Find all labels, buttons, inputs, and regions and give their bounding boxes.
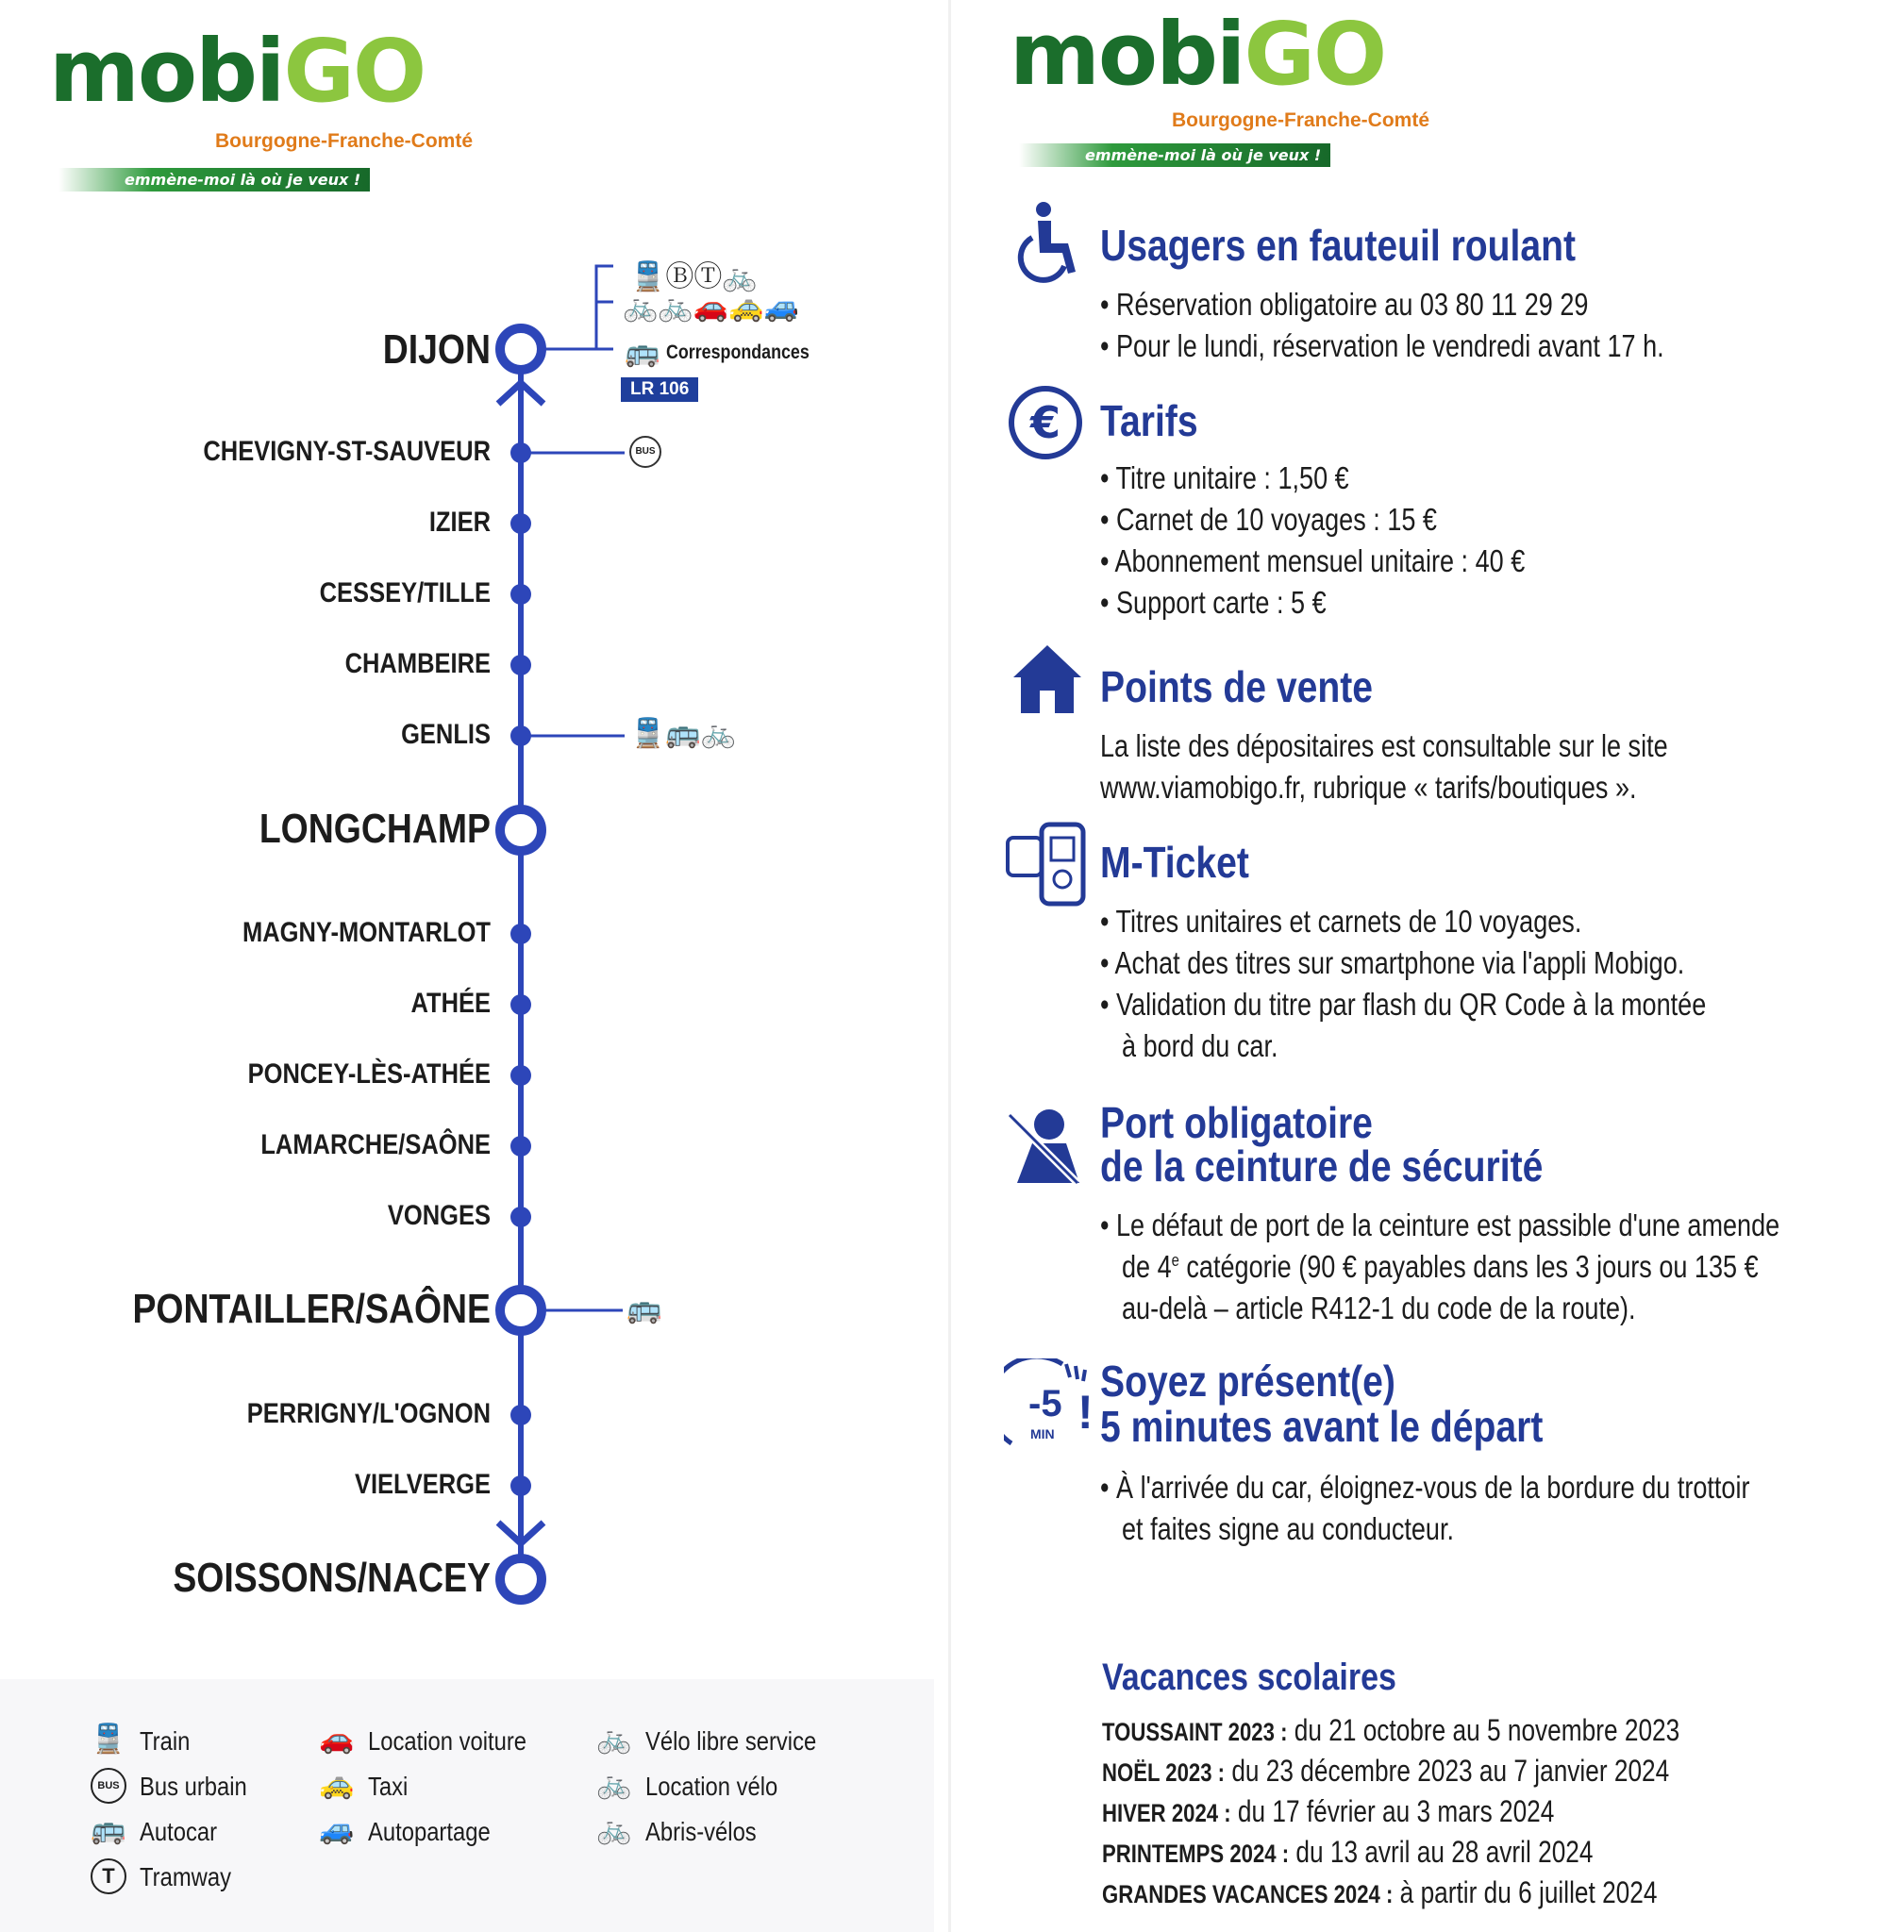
stop-marker — [510, 1136, 531, 1157]
house-icon — [1010, 641, 1085, 715]
taxi-icon: 🚕 — [319, 1769, 355, 1800]
brand-logo-right — [1010, 4, 1453, 172]
logo-word-part1: mobi — [1010, 4, 1244, 105]
stop-label: DIJON — [382, 326, 491, 373]
correspondances-label: Correspondances — [666, 341, 810, 363]
stop-label: LONGCHAMP — [259, 806, 491, 852]
connection-bracket — [596, 266, 613, 349]
stop-marker — [510, 994, 531, 1015]
location-voiture-icon: 🚗 — [693, 291, 729, 323]
mticket-bullet: • Titres unitaires et carnets de 10 voyages. — [1100, 904, 1582, 939]
stop-label: PERRIGNY/L'OGNON — [246, 1398, 491, 1429]
train-icon: 🚆 — [630, 718, 666, 749]
autocar-icon: 🚌 — [91, 1814, 126, 1845]
stop-label: GENLIS — [401, 719, 491, 750]
train-icon: 🚆 — [91, 1724, 126, 1755]
presence-bullet: • À l'arrivée du car, éloignez-vous de la bordure du trottoir — [1100, 1470, 1750, 1505]
stop-label: SOISSONS/NACEY — [173, 1555, 491, 1601]
svg-text:€: € — [1029, 397, 1061, 448]
mticket-bullet-continuation: à bord du car. — [1122, 1028, 1278, 1063]
stop-marker — [510, 1475, 531, 1496]
legend-label: Bus urbain — [140, 1772, 247, 1801]
autopartage-icon: 🚙 — [763, 291, 799, 323]
logo-tagline: emmène-moi là où je veux ! — [58, 168, 370, 192]
stop-label: PONCEY-LÈS-ATHÉE — [247, 1058, 491, 1090]
stop-label: CHAMBEIRE — [344, 648, 491, 679]
stop-label: CESSEY/TILLE — [319, 577, 491, 608]
stop-label: VONGES — [387, 1200, 491, 1231]
vacances-title: Vacances scolaires — [1102, 1657, 1396, 1698]
line-number-badge: LR 106 — [621, 377, 698, 402]
tarifs-bullet: • Carnet de 10 voyages : 15 € — [1100, 502, 1437, 537]
dijon-connections-row2 — [623, 291, 799, 324]
tarifs-bullet: • Support carte : 5 € — [1100, 585, 1327, 620]
points-vente-title: Points de vente — [1100, 662, 1373, 711]
presence-title: Soyez présent(e) — [1100, 1357, 1395, 1406]
tarifs-bullet: • Titre unitaire : 1,50 € — [1100, 460, 1349, 495]
five-minutes-number: -5 — [1028, 1383, 1062, 1424]
taxi-icon: 🚕 — [728, 291, 764, 323]
exclamation-icon: ! — [1077, 1386, 1094, 1439]
train-icon: 🚆 — [630, 261, 666, 292]
stop-label: VIELVERGE — [354, 1469, 491, 1500]
mticket-title: M-Ticket — [1100, 838, 1249, 887]
stop-label: ATHÉE — [410, 988, 491, 1019]
wheelchair-icon — [1010, 200, 1081, 285]
euro-icon — [1008, 385, 1083, 460]
points-vente-text: La liste des dépositaires est consultable sur le site — [1100, 728, 1668, 763]
smartphone-ticket-icon — [1004, 819, 1094, 909]
stop-label: CHEVIGNY-ST-SAUVEUR — [203, 436, 491, 467]
legend-label: Location vélo — [645, 1772, 778, 1801]
abris-velos-icon: 🚲 — [700, 718, 737, 749]
location-voiture-icon: 🚗 — [319, 1724, 355, 1755]
fold-divider — [948, 0, 951, 1932]
genlis-connections — [630, 717, 736, 750]
autocar-icon: 🚌 — [625, 337, 660, 368]
major-stop-marker — [500, 1558, 542, 1600]
legend-label: Abris-vélos — [645, 1817, 757, 1846]
autocar-icon: 🚌 — [626, 1293, 662, 1324]
location-velo-icon: 🚲 — [596, 1769, 632, 1800]
stop-marker — [510, 1065, 531, 1086]
stop-marker — [510, 1405, 531, 1425]
autocar-icon: 🚌 — [665, 718, 701, 749]
legend-label: Autocar — [140, 1817, 218, 1846]
stop-marker — [510, 655, 531, 675]
logo-tagline: emmène-moi là où je veux ! — [1019, 143, 1330, 167]
major-stop-marker — [500, 809, 542, 851]
seatbelt-icon — [1008, 1106, 1087, 1185]
ceinture-bullet-line: de 4e catégorie (90 € payables dans les 3 jours ou 135 € — [1122, 1249, 1759, 1284]
stop-label: MAGNY-MONTARLOT — [242, 917, 491, 948]
stop-label: IZIER — [428, 507, 491, 538]
tramway-icon: Ⓣ — [693, 261, 723, 292]
ceinture-title: de la ceinture de sécurité — [1100, 1141, 1544, 1191]
autopartage-icon: 🚙 — [319, 1814, 355, 1845]
location-velo-icon: 🚲 — [623, 291, 659, 323]
stop-label: PONTAILLER/SAÔNE — [132, 1286, 492, 1332]
bus-urbain-icon: BUS — [629, 436, 661, 468]
stop-marker — [510, 584, 531, 605]
vacances-period: TOUSSAINT 2023 : du 21 octobre au 5 novembre 2023 — [1102, 1713, 1680, 1747]
legend-label: Train — [140, 1726, 191, 1756]
legend-label: Tramway — [140, 1862, 231, 1891]
tarifs-bullet: • Abonnement mensuel unitaire : 40 € — [1100, 543, 1526, 578]
mticket-bullet: • Achat des titres sur smartphone via l'appli Mobigo. — [1100, 945, 1685, 980]
presence-title: 5 minutes avant le départ — [1100, 1402, 1544, 1451]
mticket-bullet: • Validation du titre par flash du QR Code à la montée — [1100, 987, 1707, 1022]
presence-bullet-continuation: et faites signe au conducteur. — [1122, 1511, 1455, 1546]
velo-libre-service-icon: 🚲 — [722, 261, 758, 292]
five-minutes-icon — [1004, 1358, 1098, 1449]
legend-label: Autopartage — [368, 1817, 491, 1846]
logo-word-part2: GO — [283, 21, 426, 122]
bus-urbain-icon: Ⓑ — [665, 261, 694, 292]
legend-label: Location voiture — [368, 1726, 527, 1756]
five-minutes-unit: MIN — [1030, 1426, 1055, 1441]
points-vente-text: www.viamobigo.fr, rubrique « tarifs/boutiques ». — [1100, 770, 1637, 805]
vacances-period: PRINTEMPS 2024 : du 13 avril au 28 avril 2024 — [1102, 1835, 1594, 1869]
ceinture-bullet: • Le défaut de port de la ceinture est passible d'une amende — [1100, 1208, 1780, 1242]
bus-urbain-icon: BUS — [91, 1768, 126, 1804]
legend-label: Vélo libre service — [645, 1726, 817, 1756]
vacances-period: HIVER 2024 : du 17 février au 3 mars 2024 — [1102, 1794, 1555, 1828]
tramway-icon: T — [91, 1858, 126, 1894]
wheelchair-bullet: • Pour le lundi, réservation le vendredi avant 17 h. — [1100, 328, 1664, 363]
wheelchair-title: Usagers en fauteuil roulant — [1100, 221, 1577, 270]
stop-label: LAMARCHE/SAÔNE — [260, 1129, 491, 1160]
legend-label: Taxi — [368, 1772, 409, 1801]
velo-libre-service-icon: 🚲 — [596, 1724, 632, 1755]
abris-velos-icon: 🚲 — [658, 291, 693, 323]
logo-region: Bourgogne-Franche-Comté — [1172, 109, 1429, 131]
logo-region: Bourgogne-Franche-Comté — [215, 130, 473, 152]
tarifs-title: Tarifs — [1100, 396, 1198, 445]
wheelchair-bullet: • Réservation obligatoire au 03 80 11 29 29 — [1100, 287, 1589, 322]
vacances-period: GRANDES VACANCES 2024 : à partir du 6 juillet 2024 — [1102, 1875, 1658, 1909]
major-stop-marker — [500, 1290, 542, 1331]
dijon-connections-row1 — [630, 253, 758, 294]
ceinture-bullet-line: au-delà – article R412-1 du code de la route). — [1122, 1291, 1636, 1325]
major-stop-marker — [500, 328, 542, 370]
abris-velos-icon: 🚲 — [596, 1814, 632, 1845]
stop-marker — [510, 513, 531, 534]
stop-marker — [510, 1207, 531, 1227]
stop-marker — [510, 924, 531, 944]
vacances-period: NOËL 2023 : du 23 décembre 2023 au 7 janvier 2024 — [1102, 1754, 1670, 1788]
logo-word-part2: GO — [1244, 4, 1386, 105]
logo-word-part1: mobi — [49, 21, 284, 122]
ceinture-title: Port obligatoire — [1100, 1098, 1373, 1147]
legend — [0, 1679, 934, 1932]
